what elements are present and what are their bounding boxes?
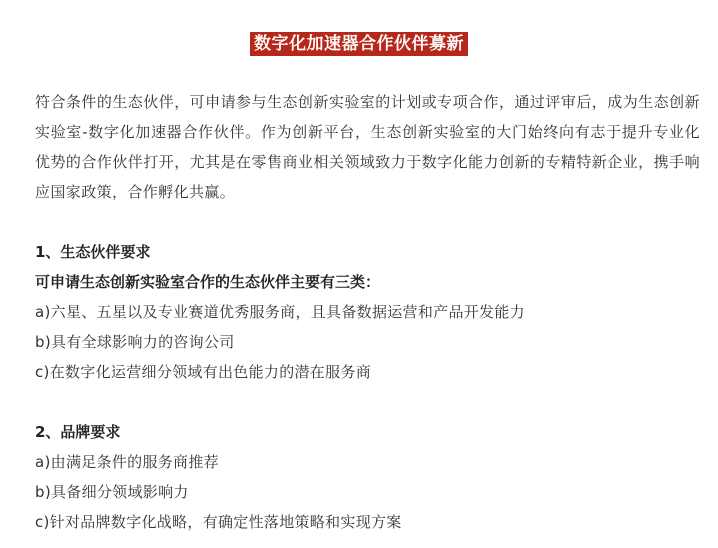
section-partner-requirements [35, 237, 700, 387]
list-item: a)六星、五星以及专业赛道优秀服务商，且具备数据运营和产品开发能力 [35, 303, 525, 321]
section-brand-requirements [35, 417, 700, 537]
article-body [35, 87, 700, 537]
list-item: c)针对品牌数字化战略，有确定性落地策略和实现方案 [35, 513, 402, 531]
section-subheading: 可申请生态创新实验室合作的生态伙伴主要有三类： [35, 273, 381, 291]
intro-paragraph: 符合条件的生态伙伴，可申请参与生态创新实验室的计划或专项合作，通过评审后，成为生态创新实验室-数字化加速器合作伙伴。作为创新平台，生态创新实验室的大门始终向有志于提升专业化优势的合作伙伴打开，尤其是在零售商业相关领域致力于数字化能力创新的专精特新企业，携手响应国家政策，合作孵化共赢。 [35, 93, 700, 201]
list-item: b)具有全球影响力的咨询公司 [35, 333, 235, 351]
page-title: 数字化加速器合作伙伴募新 [250, 32, 468, 56]
section-heading: 2、品牌要求 [35, 423, 121, 441]
list-item: b)具备细分领域影响力 [35, 483, 189, 501]
list-item: a)由满足条件的服务商推荐 [35, 453, 219, 471]
section-heading: 1、生态伙伴要求 [35, 243, 151, 261]
title-wrapper [0, 32, 718, 56]
list-item: c)在数字化运营细分领域有出色能力的潜在服务商 [35, 363, 372, 381]
